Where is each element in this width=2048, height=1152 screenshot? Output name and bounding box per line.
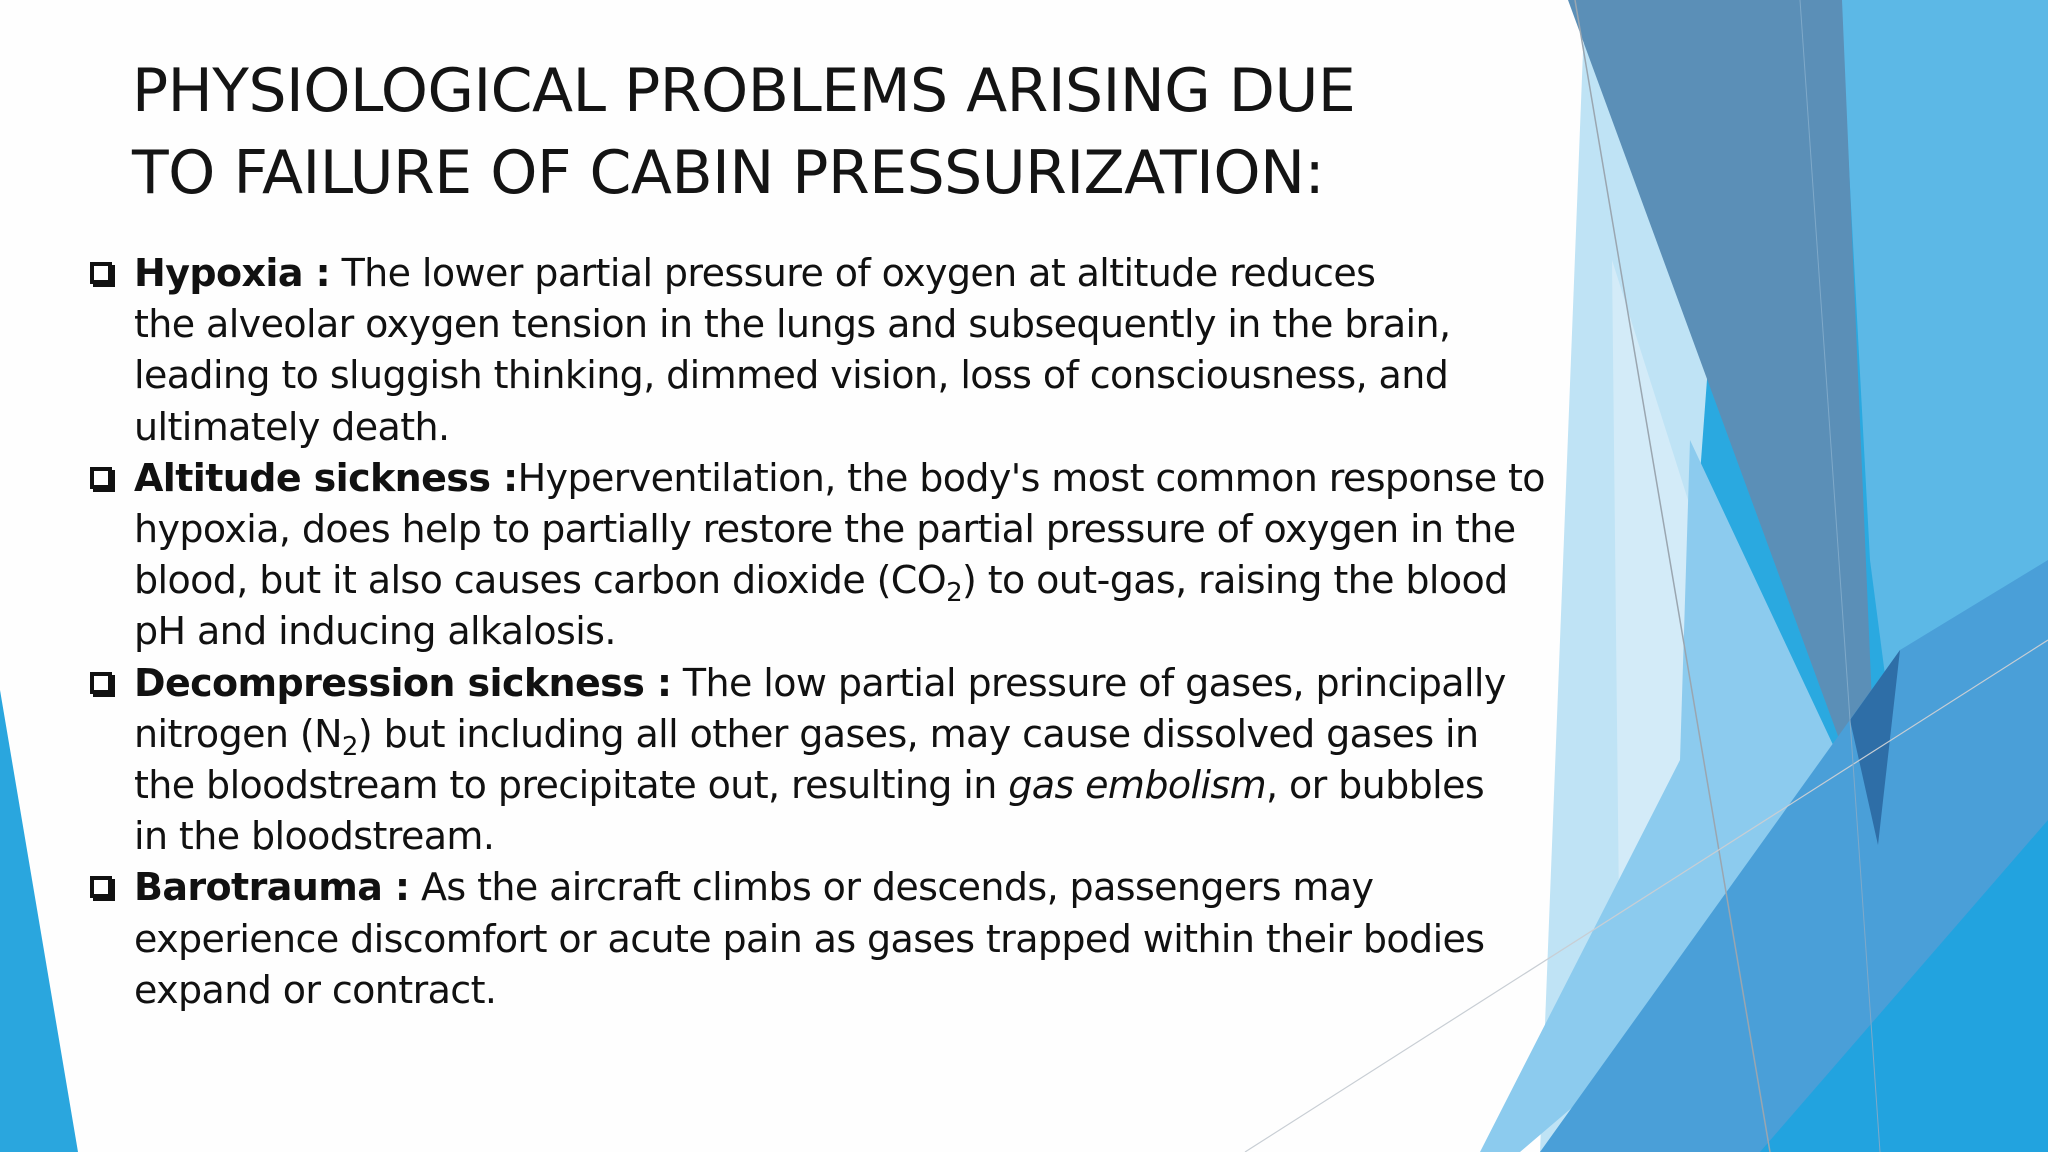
bullet-line: in the bloodstream. (134, 814, 495, 859)
bullet-text: The lower partial pressure of oxygen at altitude reduces (330, 251, 1376, 295)
bullet-line (134, 862, 1608, 913)
bullet-text: the bloodstream to precipitate out, resulting in (134, 763, 1009, 808)
bullet-line: hypoxia, does help to partially restore the partial pressure of oxygen in the (134, 507, 1516, 552)
square-bullet-icon (90, 262, 112, 284)
square-bullet-icon (90, 467, 112, 489)
title-line-2: TO FAILURE OF CABIN PRESSURIZATION: (132, 138, 1325, 208)
bullet-line: pH and inducing alkalosis. (134, 609, 616, 654)
bullet-text: nitrogen (N (134, 711, 342, 756)
subscript: 2 (341, 731, 358, 762)
bullet-text: Hyperventilation, the body's most common response to (517, 455, 1545, 500)
bullet-term: Barotrauma : (134, 865, 410, 910)
bullet-text: , or bubbles (1266, 763, 1485, 808)
bullet-term: Decompression sickness : (134, 660, 672, 705)
slide-title (132, 50, 1512, 214)
bullet-text: ) to out-gas, raising the blood (962, 558, 1508, 603)
bullet-term: Altitude sickness : (134, 455, 518, 500)
bullet-line: expand or contract. (134, 967, 497, 1012)
bullet-line (134, 248, 1608, 299)
left-accent-shape (0, 690, 78, 1152)
bullet-text: The low partial pressure of gases, principally (671, 660, 1506, 705)
bullet-line: the alveolar oxygen tension in the lungs and subsequently in the brain, (134, 302, 1451, 347)
title-line-1: PHYSIOLOGICAL PROBLEMS ARISING DUE (132, 56, 1356, 126)
bullet-line: experience discomfort or acute pain as gases trapped within their bodies (134, 916, 1485, 961)
bullet-line (134, 453, 1608, 504)
bullet-altitude-sickness (88, 453, 1608, 658)
emphasis-text: gas embolism (1008, 763, 1267, 808)
subscript: 2 (946, 578, 963, 609)
bullet-line (134, 555, 1608, 609)
square-bullet-icon (90, 672, 112, 694)
bullet-list (88, 248, 1608, 1016)
bullet-line (134, 658, 1608, 709)
bullet-line: leading to sluggish thinking, dimmed vision, loss of consciousness, and (134, 353, 1449, 398)
bullet-decompression-sickness (88, 658, 1608, 863)
square-bullet-icon (90, 876, 112, 898)
bullet-line: ultimately death. (134, 404, 450, 449)
bullet-line (134, 709, 1608, 760)
bullet-term: Hypoxia : (134, 251, 331, 295)
bullet-text: ) but including all other gases, may cause dissolved gases in (357, 711, 1479, 756)
bullet-text: blood, but it also causes carbon dioxide (CO (134, 558, 947, 603)
bullet-text: As the aircraft climbs or descends, passengers may (409, 865, 1374, 910)
bullet-line (134, 760, 1608, 811)
bullet-hypoxia (88, 248, 1608, 453)
bullet-barotrauma (88, 862, 1608, 1016)
